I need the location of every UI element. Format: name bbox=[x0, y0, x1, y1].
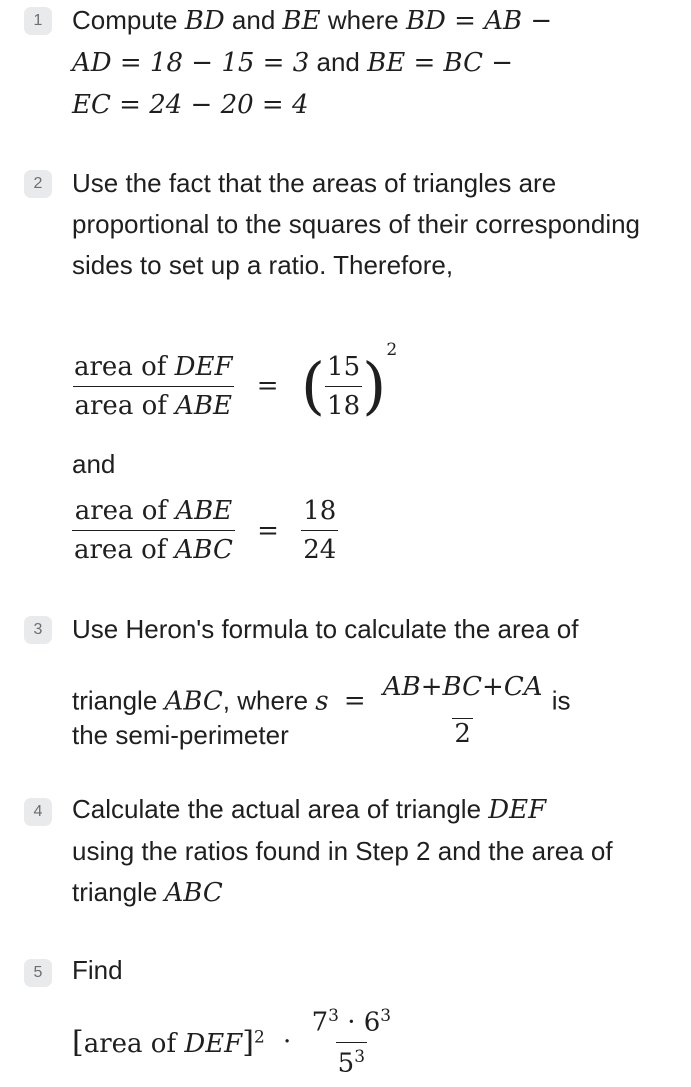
area-ratio-formula-def-abe: $\frac{\text{area of DEF}}{\text{area of ABE}}$ = ( $\frac{15}{18}$ )$^2$ bbox=[74, 340, 398, 422]
step-3-line-2: triangle ABC, where s = $\frac{AB+BC+CA}{2}$ is bbox=[72, 672, 571, 749]
step-number-badge: 2 bbox=[24, 170, 52, 198]
step-3-line-1: Use Heron's formula to calculate the area of bbox=[72, 614, 579, 644]
step-number-badge: 4 bbox=[24, 798, 52, 826]
final-formula: [area of DEF]$^2$ · $\frac{7^3 \cdot 6^3}{5^3}$ bbox=[72, 1006, 392, 1079]
step-2-text: Use the fact that the areas of triangles are proportional to the squares of their corresponding sides to set up a ratio. Therefore, bbox=[72, 168, 641, 280]
step-number-badge: 1 bbox=[24, 7, 52, 35]
step-number-badge: 5 bbox=[24, 959, 52, 987]
step-number-badge: 3 bbox=[24, 616, 52, 644]
step-5-text: Find bbox=[72, 955, 123, 985]
step-1-text: Compute BD and BE where BD = AB − AD = 18 − 15 = 3 and BE = BC − EC = 24 − 20 = 4 bbox=[72, 5, 553, 120]
and-text: and bbox=[72, 449, 116, 479]
area-ratio-formula-abe-abc: $\frac{\text{area of ABE}}{\text{area of ABC}}$ = $\frac{18}{24}$ bbox=[74, 496, 337, 565]
step-3-line-3: the semi-perimeter bbox=[72, 720, 289, 750]
step-4-text: Calculate the actual area of triangle DEF using the ratios found in Step 2 and the area of triangle ABC bbox=[72, 794, 613, 908]
